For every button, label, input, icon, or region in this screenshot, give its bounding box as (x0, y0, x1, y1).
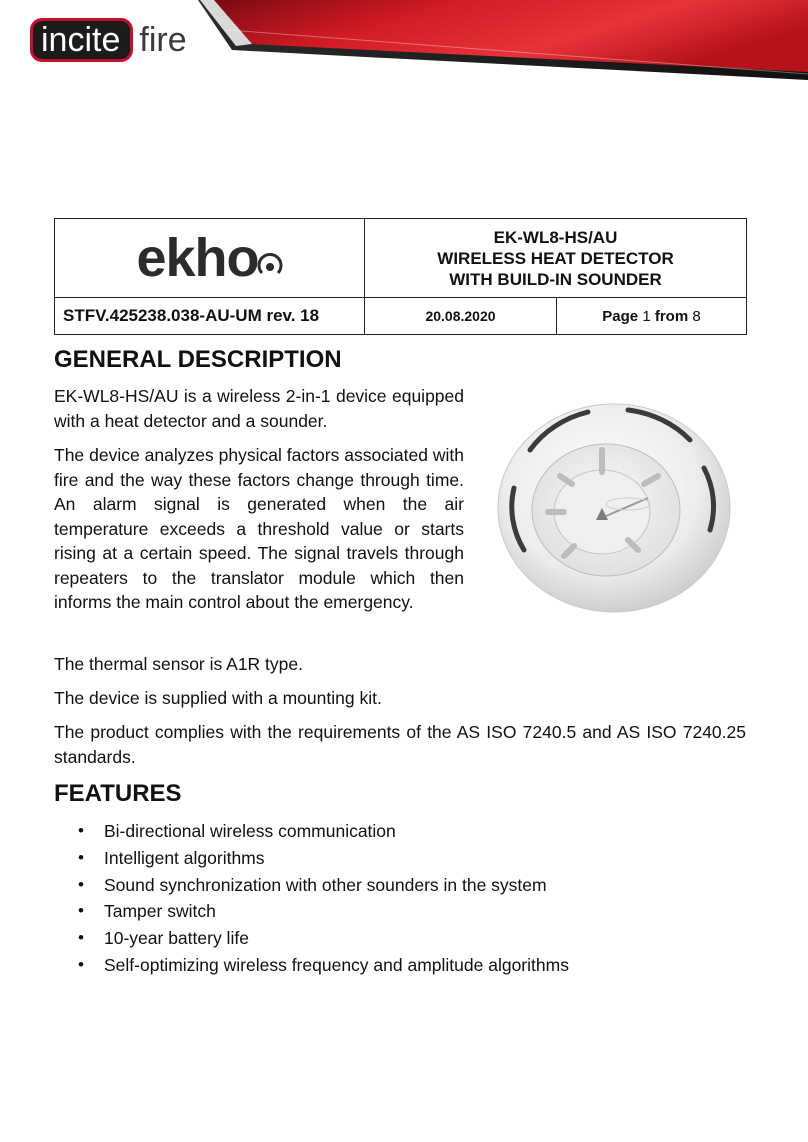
page-indicator (557, 298, 747, 335)
features-heading: FEATURES (54, 780, 182, 807)
doc-number: STFV.425238.038-AU-UM rev. 18 (55, 298, 365, 335)
ekho-logo (136, 228, 282, 288)
ekho-signal-icon (257, 247, 283, 281)
list-item: • Self-optimizing wireless frequency and amplitude algorithms (72, 952, 569, 979)
header-banner (0, 0, 808, 80)
brand-secondary-text: fire (139, 21, 187, 59)
page-total: 8 (692, 307, 701, 325)
ekho-logo-cell (55, 219, 365, 298)
product-title-cell (365, 219, 747, 298)
general-paragraph-5: The product complies with the requirements of the AS ISO 7240.5 and AS ISO 7240.25 standards. (54, 722, 746, 767)
ekho-logo-text: ekho (136, 228, 259, 288)
page-label: Page (602, 307, 639, 325)
product-title-line1: WIRELESS HEAT DETECTOR (437, 248, 674, 268)
list-item: • 10-year battery life (72, 925, 569, 952)
incite-fire-logo (30, 18, 187, 62)
brand-main-text: incite (41, 21, 121, 59)
page-from-label: from (654, 307, 689, 325)
list-item: • Bi-directional wireless communication (72, 818, 569, 845)
heat-detector-product-image (478, 380, 746, 630)
general-description-heading: GENERAL DESCRIPTION (54, 346, 342, 373)
list-item: • Sound synchronization with other sounders in the system (72, 872, 569, 899)
general-paragraph-2: The device analyzes physical factors associated with fire and the way these factors change through time. An alarm signal is generated when the air temperature exceeds a threshold value or starts rising at a certain speed. The signal travels through repeaters to the translator module which then informs the main control about the emergency. (54, 445, 464, 612)
list-item: • Intelligent algorithms (72, 845, 569, 872)
product-title-line2: WITH BUILD-IN SOUNDER (449, 269, 662, 289)
general-paragraph-3: The thermal sensor is A1R type. (54, 654, 303, 674)
list-item: • Tamper switch (72, 898, 569, 925)
general-paragraph-1: EK-WL8-HS/AU is a wireless 2-in-1 device equipped with a heat detector and a sounder. (54, 386, 464, 431)
doc-date: 20.08.2020 (365, 298, 557, 335)
page-current: 1 (642, 307, 651, 325)
incite-logo-box (30, 18, 133, 62)
document-info-table (54, 218, 747, 335)
product-model: EK-WL8-HS/AU (493, 227, 618, 247)
features-list (72, 818, 569, 979)
general-paragraph-4: The device is supplied with a mounting kit. (54, 688, 382, 708)
